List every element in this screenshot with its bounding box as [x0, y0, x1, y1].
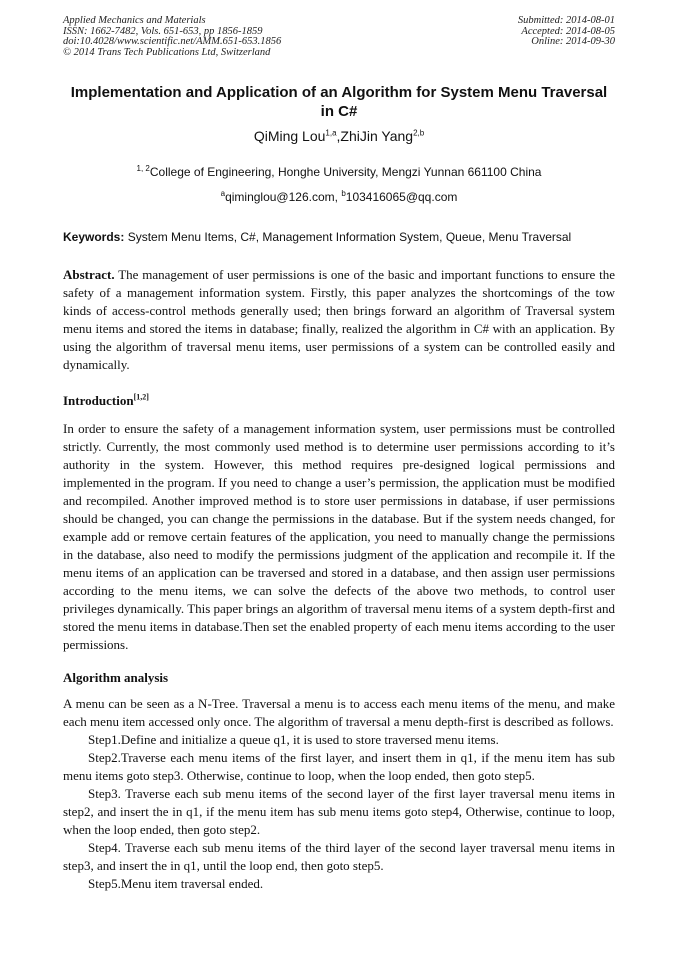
algorithm-step: Step3. Traverse each sub menu items of the second layer of the first layer traversal menu items in step2, and insert the in q1, if the menu item has sub menu items goto step4, Otherwise, continue to loop, when the loop ended, then goto step2.	[63, 786, 615, 837]
algorithm-section	[63, 695, 615, 893]
author-affiliation-mark: 1,a	[325, 128, 337, 138]
section-heading-algorithm: Algorithm analysis	[63, 670, 169, 685]
issn: ISSN: 1662-7482, Vols. 651-653, pp 1856-1859	[63, 25, 263, 37]
email-mark: a	[220, 189, 226, 198]
copyright: © 2014 Trans Tech Publications Ltd, Switzerland	[63, 46, 271, 58]
introduction-paragraph: In order to ensure the safety of a management information system, user permissions must be controlled strictly. Currently, the most commonly used method is to determine user permissions according to it’s authority in the system. However, this method requires pre-designed logical permissions and implemented in the program. If you need to change a user’s permission, the application must be modified and recompiled. Another improved method is to store user permissions in database, if user permissions should be changed, you can change the permissions in the database. But if the system needs changed, for example add or remove certain features of the application, you need to manually change the permissions in the database, also need to modify the permissions judgment of the application and recompile it. If the menu items of an application can be traversed and stored in a database, and then assign user permissions according to the menu items, we can solve the defects of the above two methods, to control user privileges dynamically. This paper brings an algorithm of traversal menu items of a system depth-first and stored the menu items in database.Then set the enabled property of each menu items according to the user permissions.	[63, 421, 615, 652]
author-name: ZhiJin Yang	[340, 128, 414, 144]
dates-info	[518, 16, 615, 48]
abstract-label: Abstract.	[63, 267, 115, 282]
journal-name: Applied Mechanics and Materials	[63, 15, 206, 26]
algorithm-step: Step4. Traverse each sub menu items of the third layer of the second layer traversal menu items in step3, and insert the in q1, until the loop end, then goto step5.	[63, 840, 615, 873]
algorithm-step: Step2.Traverse each menu items of the first layer, and insert them in q1, if the menu item has sub menu items goto step3. Otherwise, continue to loop, when the loop ended, then goto step5.	[63, 750, 615, 783]
email-mark: b	[341, 189, 346, 198]
author-affiliation-mark: 2,b	[413, 128, 425, 138]
author-emails	[63, 190, 615, 204]
author-separator: ,	[336, 128, 341, 144]
heading-text: Introduction	[63, 393, 134, 408]
paper-title: Implementation and Application of an Algorithm for System Menu Traversal in C#	[70, 84, 608, 120]
authors	[63, 128, 615, 144]
citation-mark: [1,2]	[133, 392, 149, 402]
algorithm-intro: A menu can be seen as a N-Tree. Traversal a menu is to access each menu items of the menu, and make each menu item accessed only once. The algorithm of traversal a menu depth-first is described as follows.	[63, 696, 615, 729]
affiliation-mark: 1, 2	[136, 164, 150, 173]
section-heading-introduction	[63, 393, 149, 409]
keywords	[63, 230, 615, 244]
journal-info	[63, 16, 281, 58]
author-name: QiMing Lou	[253, 128, 326, 144]
keywords-label: Keywords:	[63, 230, 125, 244]
abstract	[63, 266, 615, 374]
accepted-date: Accepted: 2014-08-05	[521, 25, 615, 37]
affiliation-text: College of Engineering, Honghe University, Mengzi Yunnan 661100 China	[149, 165, 542, 179]
email: qiminglou@126.com,	[225, 190, 342, 204]
submitted-date: Submitted: 2014-08-01	[517, 15, 615, 26]
abstract-text: The management of user permissions is one of the basic and important functions to ensure the safety of a management information system. Firstly, this paper analyzes the shortcomings of the tow kinds of access-control methods generally used; then brings forward an algorithm of Traversal system menu items and stored the items in database; finally, realized the algorithm in C# with an application. By using the algorithm of traversal menu items, user permissions of a system can be controlled easily and dynamically.	[63, 267, 615, 372]
algorithm-step: Step5.Menu item traversal ended.	[88, 876, 264, 891]
email: 103416065@qq.com	[345, 190, 458, 204]
online-date: Online: 2014-09-30	[531, 36, 615, 47]
affiliation	[63, 165, 615, 179]
keywords-text: System Menu Items, C#, Management Information System, Queue, Menu Traversal	[124, 230, 572, 244]
doi: doi:10.4028/www.scientific.net/AMM.651-653.1856	[63, 36, 282, 47]
algorithm-step: Step1.Define and initialize a queue q1, it is used to store traversed menu items.	[88, 732, 499, 747]
